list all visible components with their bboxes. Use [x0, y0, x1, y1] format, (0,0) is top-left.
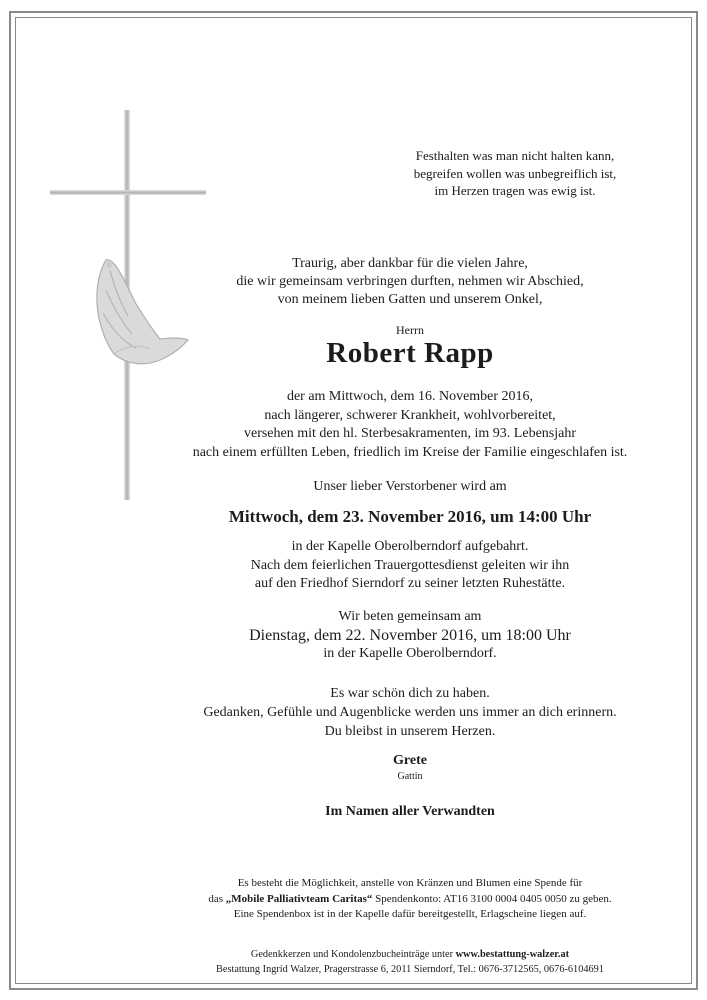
death-notice-line: versehen mit den hl. Sterbesakramenten, im 93. Lebensjahr	[243, 426, 576, 441]
death-notice-line: nach einem erfüllten Leben, friedlich im Kreise der Familie eingeschlafen ist.	[192, 444, 628, 460]
funeral-date: Mittwoch, dem 23. November 2016, um 14:00 Uhr	[228, 507, 592, 526]
intro-line: von meinem lieben Gatten und unserem Onkel,	[277, 292, 543, 307]
footer-prefix: Gedenkkerzen und Kondolenzbucheinträge unter	[250, 949, 456, 960]
donation-account: Spendenkonto: AT16 3100 0004 0405 0050 zu geben.	[372, 892, 612, 905]
funeral-details-line: in der Kapelle Oberolberndorf aufgebahrt.	[291, 539, 529, 554]
website-link[interactable]: www.bestattung-walzer.at	[455, 949, 570, 960]
donation-line	[120, 892, 700, 908]
quote-line: Festhalten was man nicht halten kann,	[415, 148, 615, 163]
donation-recipient: „Mobile Palliativteam Caritas“	[225, 892, 373, 905]
rosary-place: in der Kapelle Oberolberndorf.	[323, 646, 497, 661]
donation-line: Eine Spendenbox ist in der Kapelle dafür bereitgestellt, Erlagscheine liegen auf.	[233, 908, 587, 920]
intro-line: Traurig, aber dankbar für die vielen Jahre,	[292, 256, 528, 271]
donation-prefix: das	[208, 892, 226, 905]
footer-line	[120, 948, 700, 963]
rosary-date: Dienstag, dem 22. November 2016, um 18:00 Uhr	[249, 626, 571, 644]
quote-line: im Herzen tragen was ewig ist.	[434, 183, 596, 198]
closing-line: Es war schön dich zu haben.	[330, 686, 490, 701]
funeral-details-line: auf den Friedhof Sierndorf zu seiner letzten Ruhestätte.	[254, 576, 566, 591]
closing-line: Gedanken, Gefühle und Augenblicke werden uns immer an dich erinnern.	[203, 705, 617, 720]
mourner-name: Grete	[393, 753, 427, 768]
closing-words	[140, 684, 680, 741]
footer	[120, 948, 700, 977]
closing-line: Du bleibst in unserem Herzen.	[324, 724, 496, 739]
funeral-intro: Unser lieber Verstorbener wird am	[313, 479, 507, 494]
rosary-notice	[210, 608, 610, 664]
opening-quote	[345, 147, 685, 200]
funeral-details-line: Nach dem feierlichen Trauergottesdienst geleiten wir ihn	[250, 557, 570, 573]
footer-address: Bestattung Ingrid Walzer, Pragerstrasse 6, 2011 Sierndorf, Tel.: 0676-3712565, 0676-6104691	[216, 963, 604, 975]
rosary-intro: Wir beten gemeinsam am	[338, 609, 482, 624]
death-notice-line: nach längerer, schwerer Krankheit, wohlvorbereitet,	[264, 407, 556, 423]
donation-line: Es besteht die Möglichkeit, anstelle von Kränzen und Blumen eine Spende für	[237, 877, 583, 889]
donation-notice	[120, 876, 700, 923]
intro-line: die wir gemeinsam verbringen durften, nehmen wir Abschied,	[236, 274, 584, 289]
deceased-name: Robert Rapp	[326, 337, 494, 369]
mourner-relation: Gattin	[397, 771, 423, 782]
salutation: Herrn	[396, 323, 424, 337]
death-notice-line: der am Mittwoch, dem 16. November 2016,	[286, 389, 534, 404]
funeral-details	[210, 538, 610, 594]
on-behalf-line: Im Namen aller Verwandten	[325, 804, 495, 819]
intro-text	[170, 255, 650, 309]
death-notice	[140, 388, 680, 462]
quote-line: begreifen wollen was unbegreiflich ist,	[413, 165, 617, 181]
